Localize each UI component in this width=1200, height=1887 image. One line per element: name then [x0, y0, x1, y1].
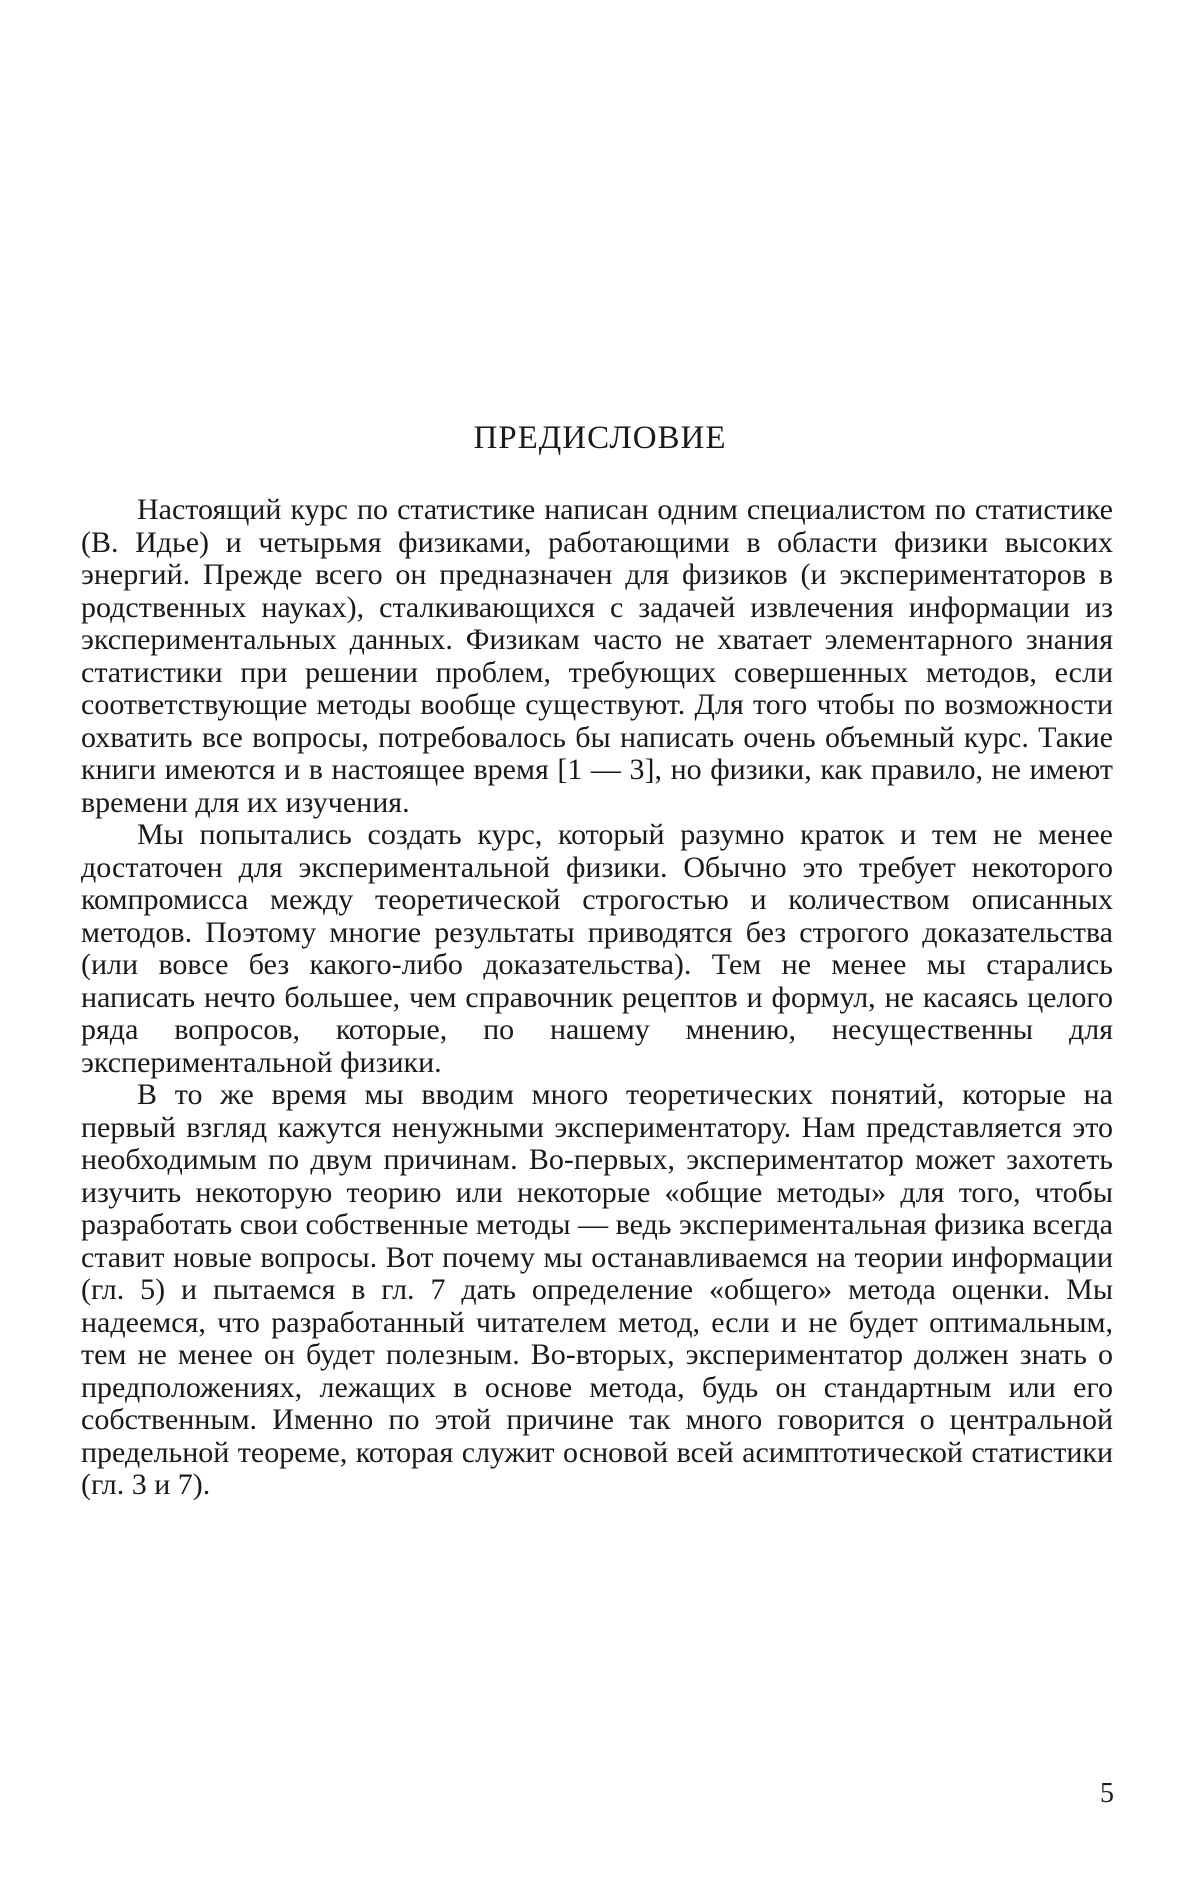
paragraph-2: Мы попытались создать курс, который разумно краток и тем не менее достаточен для экспериментальной физики. Обычно это требует некоторого компромисса между теоретической строгостью и количеством описанных методов. Поэтому многие результаты приводятся без строгого доказательства (или вовсе без какого-либо доказательства). Тем не менее мы старались написать нечто большее, чем справочник рецептов и формул, не касаясь целого ряда вопросов, которые, по нашему мнению, несущественны для экспериментальной физики. — [81, 818, 1113, 1079]
paragraph-3: В то же время мы вводим много теоретических понятий, которые на первый взгляд кажутся ненужными экспериментатору. Нам представляется это необходимым по двум причинам. Во-первых, экспериментатор может захотеть изучить некоторую теорию или некоторые «общие методы» для того, чтобы разработать свои собственные методы — ведь экспериментальная физика всегда ставит новые вопросы. Вот почему мы останавливаемся на теории информации (гл. 5) и пытаемся в гл. 7 дать определение «общего» метода оценки. Мы надеемся, что разработанный читателем метод, если и не будет оптимальным, тем не менее он будет полезным. Во-вторых, экспериментатор должен знать о предположениях, лежащих в основе метода, будь он стандартным или его собственным. Именно по этой причине так много говорится о центральной предельной теореме, которая служит основой всей асимптотической статистики (гл. 3 и 7). — [81, 1078, 1113, 1501]
paragraph-1: Настоящий курс по статистике написан одним специалистом по статистике (В. Идье) и четырьмя физиками, работающими в области физики высоких энергий. Прежде всего он предназначен для физиков (и экспериментаторов в родственных науках), сталкивающихся с задачей извлечения информации из экспериментальных данных. Физикам часто не хватает элементарного знания статистики при решении проблем, требующих совершенных методов, если соответствующие методы вообще существуют. Для того чтобы по возможности охватить все вопросы, потребовалось бы написать очень объемный курс. Такие книги имеются и в настоящее время [1 — 3], но физики, как правило, не имеют времени для их изучения. — [81, 493, 1113, 819]
page-number: 5 — [1100, 1778, 1114, 1809]
preface-body — [81, 494, 1113, 1502]
page-title: ПРЕДИСЛОВИЕ — [473, 420, 727, 456]
